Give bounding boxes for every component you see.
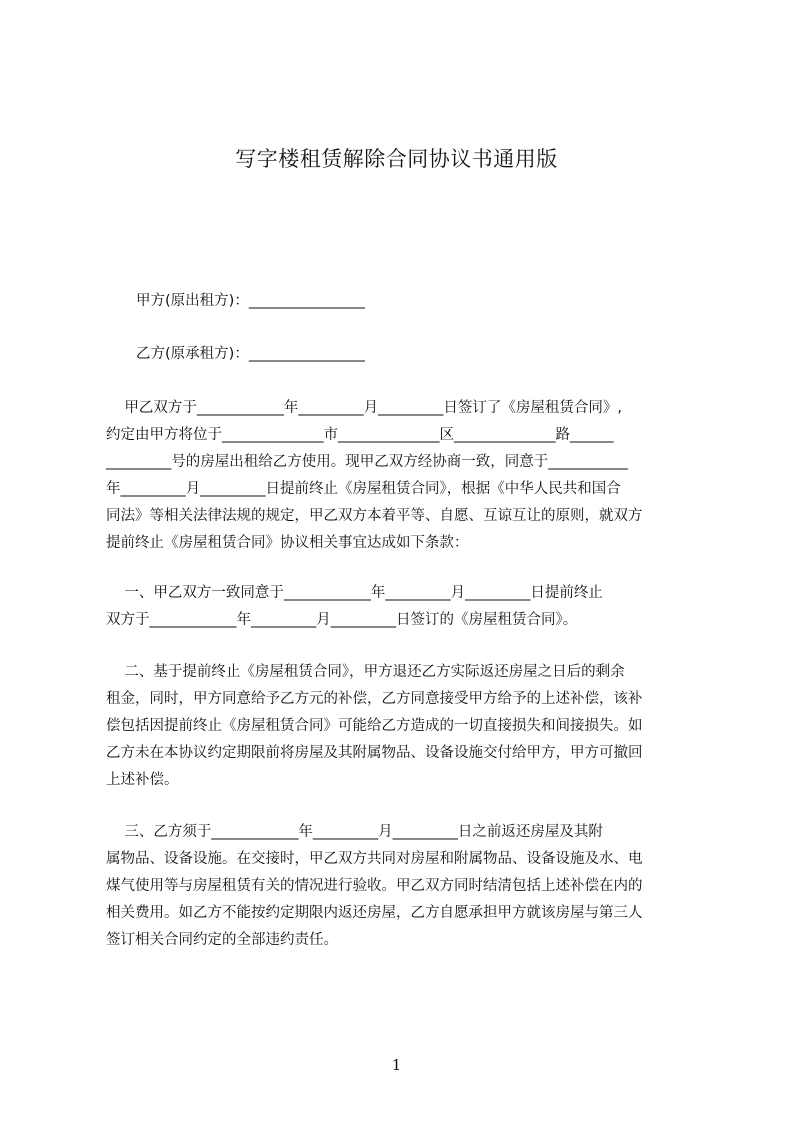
paragraph-line: 甲乙双方于____________年_________月_________日签订了《房屋租赁合同》, <box>106 400 623 416</box>
paragraph-line: 租金，同时，甲方同意给予乙方元的补偿，乙方同意接受甲方给予的上述补偿，该补 <box>106 691 643 707</box>
paragraph-line: 属物品、设备设施。在交接时，甲乙双方共同对房屋和附属物品、设备设施及水、电 <box>106 851 643 867</box>
paragraph-line: 一、甲乙双方一致同意于____________年_________月_________日提前终止 <box>106 585 603 601</box>
paragraph-line: 二、基于提前终止《房屋租赁合同》，甲方退还乙方实际返还房屋之日后的剩余 <box>106 664 625 680</box>
paragraph-line: 相关费用。如乙方不能按约定期限内返还房屋，乙方自愿承担甲方就该房屋与第三人 <box>106 905 643 921</box>
party-b-line: 乙方(原承租方)：________________ <box>136 346 365 362</box>
paragraph-line: 双方于____________年_________月_________日签订的《房屋租赁合同》。 <box>106 612 578 628</box>
page-number: 1 <box>391 1056 402 1074</box>
paragraph-line: 煤气使用等与房屋租赁有关的情况进行验收。甲乙双方同时结清包括上述补偿在内的 <box>106 878 643 894</box>
paragraph-line: 签订相关合同约定的全部违约责任。 <box>106 932 338 948</box>
paragraph-line: 三、乙方须于____________年_________月_________日之前返还房屋及其附 <box>106 824 603 840</box>
paragraph-line: 约定由甲方将位于______________市______________区______________路______ <box>106 427 614 443</box>
paragraph-line: 上述补偿。 <box>106 772 179 788</box>
paragraph-line: 偿包括因提前终止《房屋租赁合同》可能给乙方造成的一切直接损失和间接损失。如 <box>106 718 643 734</box>
document-title: 写字楼租赁解除合同协议书通用版 <box>235 147 558 171</box>
paragraph-line: 同法》等相关法律法规的规定，甲乙双方本着平等、自愿、互谅互让的原则，就双方 <box>106 508 643 524</box>
paragraph-line: 年_________月_________日提前终止《房屋租赁合同》，根据《中华人民共和国合 <box>106 481 621 497</box>
party-a-line: 甲方(原出租方)：________________ <box>136 293 365 309</box>
paragraph-line: 提前终止《房屋租赁合同》协议相关事宜达成如下条款： <box>106 535 469 551</box>
paragraph-line: 乙方未在本协议约定期限前将房屋及其附属物品、设备设施交付给甲方，甲方可撤回 <box>106 745 643 761</box>
paragraph-line: _________号的房屋出租给乙方使用。现甲乙双方经协商一致，同意于___________ <box>106 454 628 470</box>
